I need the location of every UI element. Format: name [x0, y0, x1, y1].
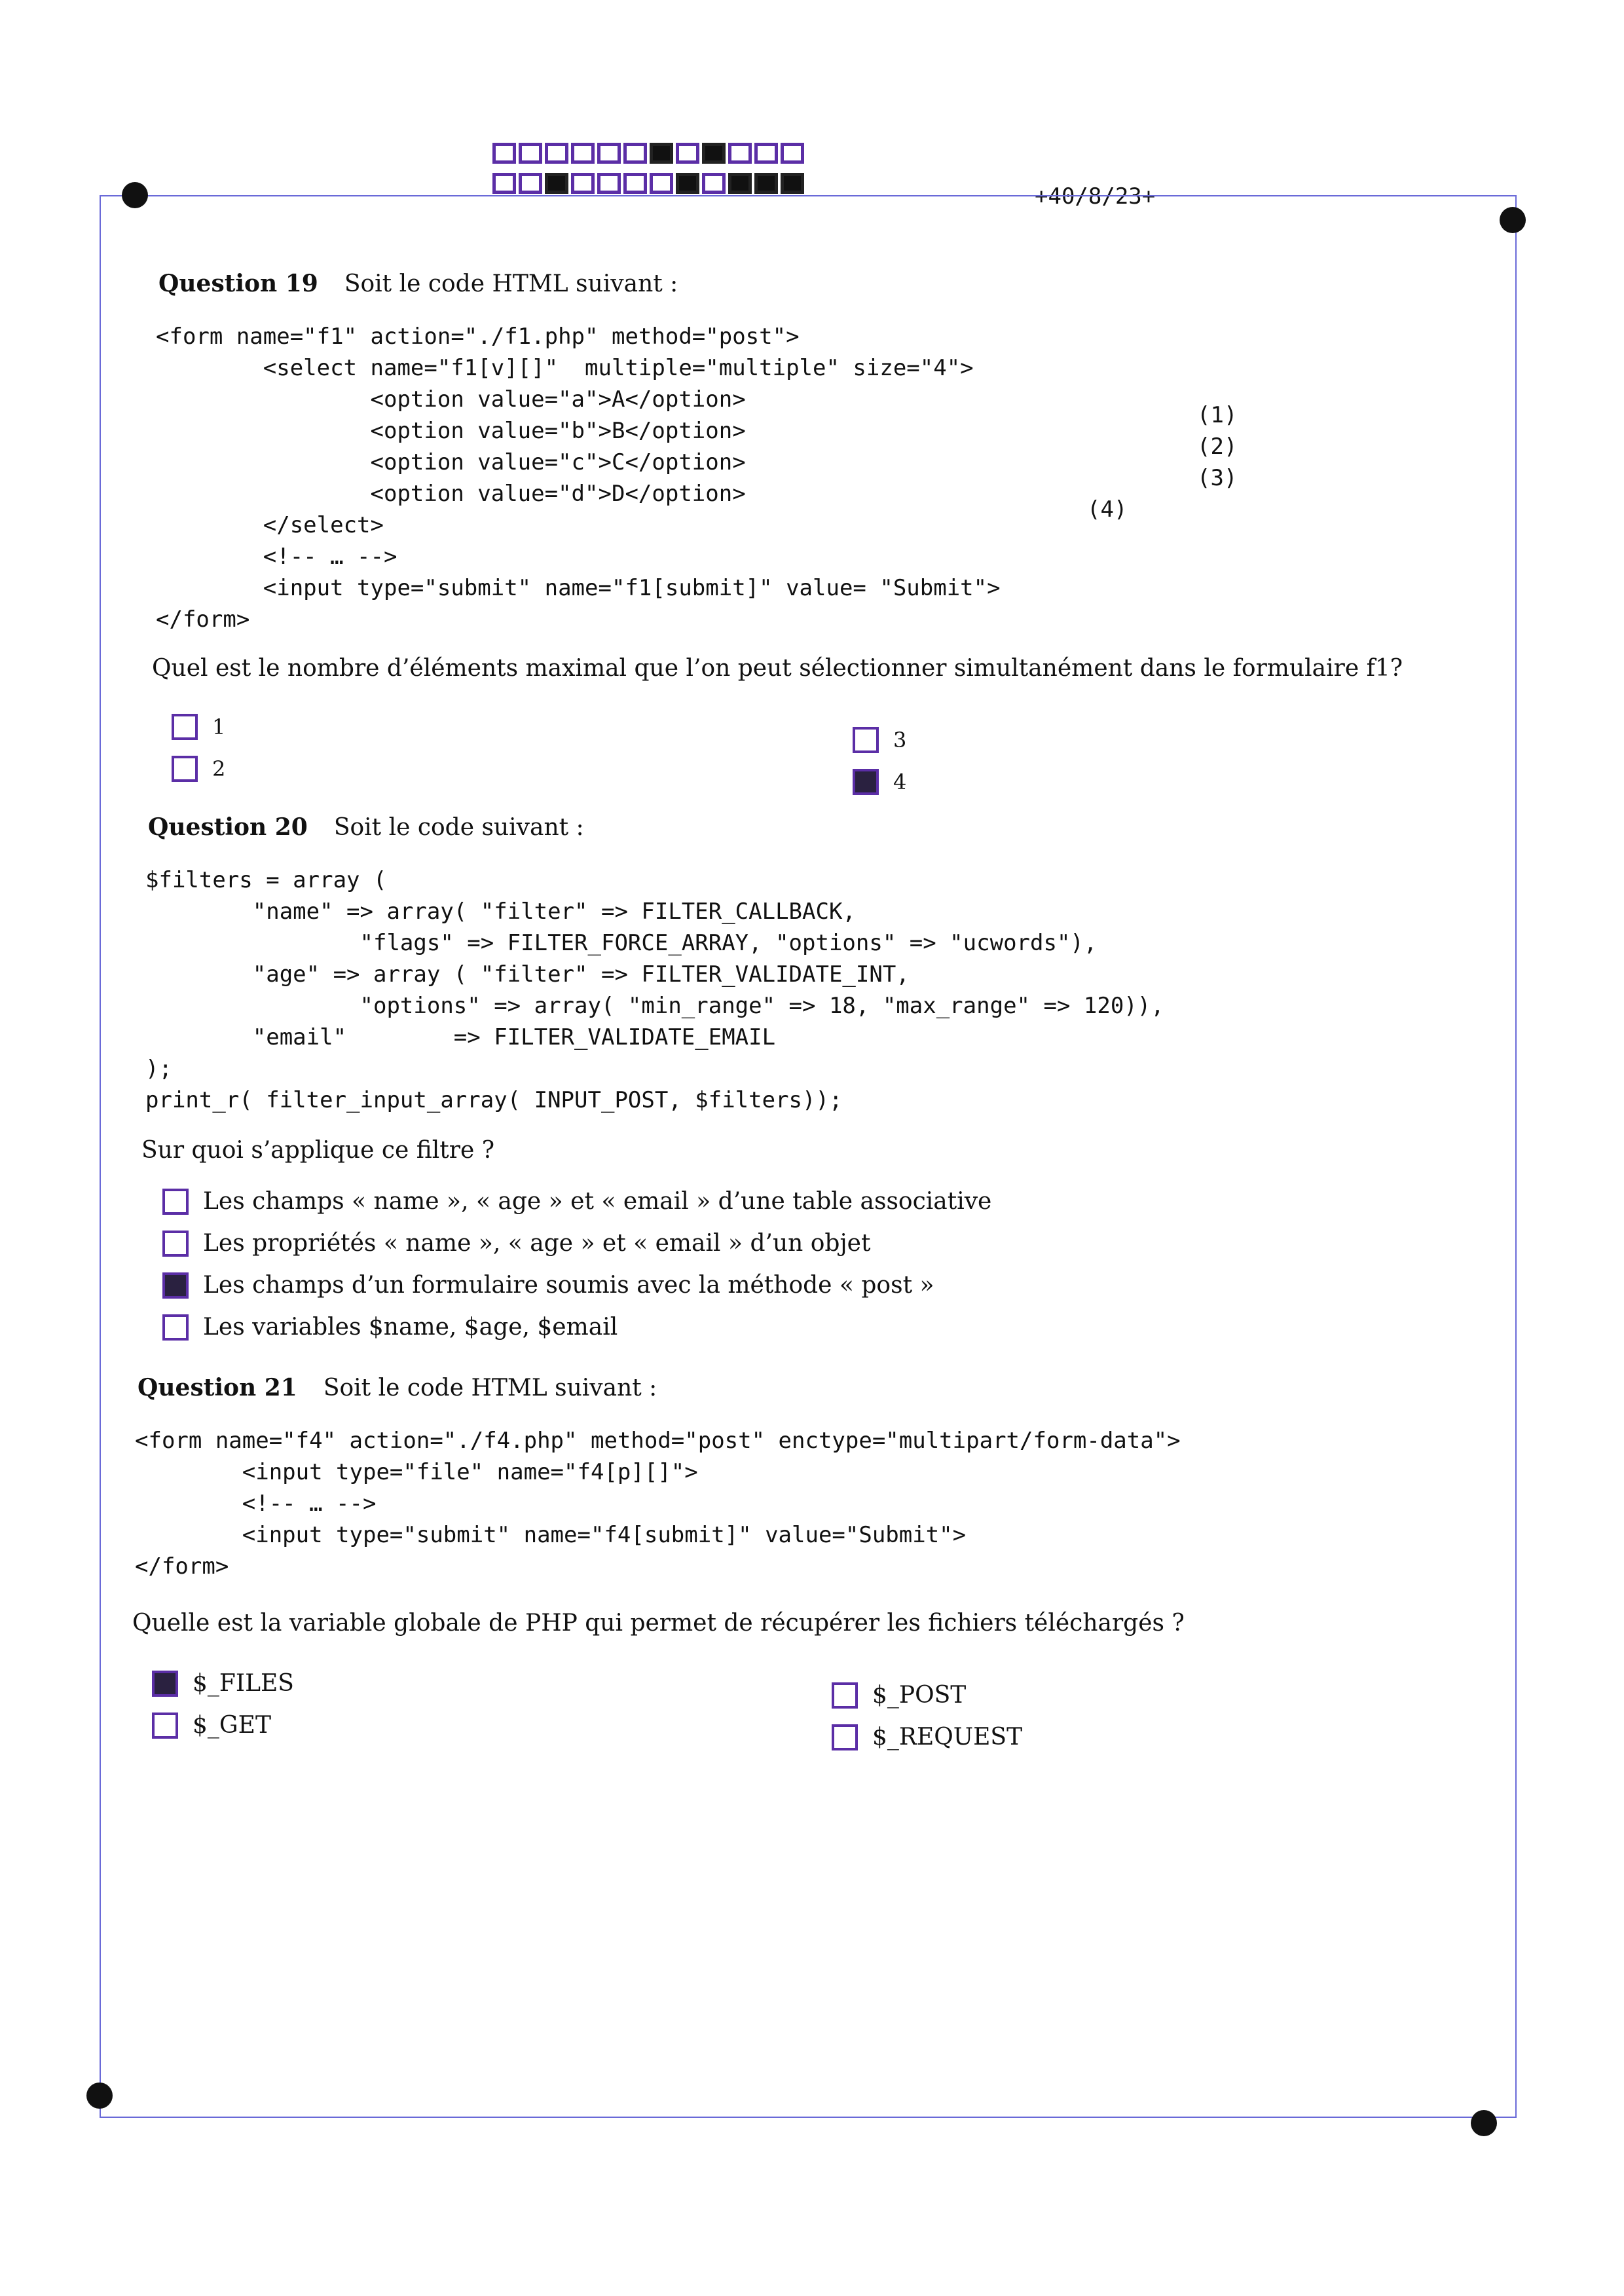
mark-2: (2) — [1197, 434, 1238, 460]
barcode-cell — [545, 143, 568, 164]
answer-checkbox[interactable] — [152, 1671, 178, 1697]
answer-option[interactable] — [853, 769, 906, 795]
question-intro: Soit le code HTML suivant : — [323, 1375, 657, 1401]
answer-option[interactable] — [832, 1724, 1022, 1750]
answer-label: Les variables $name, $age, $email — [203, 1314, 618, 1341]
question-19-title — [158, 270, 678, 297]
answer-label: 4 — [893, 769, 907, 794]
question-19-code: <form name="f1" action="./f1.php" method="post"> <select name="f1[v][]" multiple="multiple" size="4"> <option value="a">A</option> <option value="b">B</option> <option value="c">C</option> <option value="d">D</option> </select> <!-- … --> <input type="submit" name="f1[submit]" value= "Submit"> </form> — [156, 324, 1001, 633]
question-20-code: $filters = array ( "name" => array( "filter" => FILTER_CALLBACK, "flags" => FILTER_FORCE_ARRAY, "options" => "ucwords"), "age" => array ( "filter" => FILTER_VALIDATE_INT, "options" => array( "min_range" => 18, "max_range" => 120)), "email" => FILTER_VALIDATE_EMAIL ); print_r( filter_input_array( INPUT_POST, $filters)); — [145, 867, 1164, 1113]
question-number: Question 19 — [158, 270, 318, 297]
barcode-cell — [676, 173, 699, 194]
answer-checkbox[interactable] — [162, 1231, 189, 1257]
answer-checkbox[interactable] — [162, 1189, 189, 1215]
barcode-cell — [623, 173, 647, 194]
answer-label: Les propriétés « name », « age » et « email » d’un objet — [203, 1230, 871, 1257]
question-21-title — [138, 1374, 657, 1401]
answer-checkbox[interactable] — [162, 1272, 189, 1299]
barcode-cell — [754, 143, 778, 164]
answer-checkbox[interactable] — [172, 756, 198, 782]
corner-mark-bl — [86, 2083, 113, 2109]
barcode-cell — [676, 143, 699, 164]
barcode-cell — [597, 143, 621, 164]
answer-option[interactable] — [162, 1272, 934, 1299]
answer-checkbox[interactable] — [832, 1724, 858, 1750]
answer-label: Les champs « name », « age » et « email » d’une table associative — [203, 1188, 992, 1215]
corner-mark-br — [1471, 2110, 1497, 2136]
answer-option[interactable] — [162, 1230, 870, 1257]
mark-3: (3) — [1197, 465, 1238, 491]
barcode-cell — [781, 173, 804, 194]
question-number: Question 20 — [148, 813, 308, 841]
answer-label: $_GET — [193, 1712, 271, 1739]
answer-checkbox[interactable] — [172, 714, 198, 740]
answer-label: $_REQUEST — [872, 1724, 1023, 1750]
question-21-code: <form name="f4" action="./f4.php" method="post" enctype="multipart/form-data"> <input type="file" name="f4[p][]"> <!-- … --> <input type="submit" name="f4[submit]" value="Submit"> </form> — [135, 1428, 1181, 1580]
barcode-cell — [650, 173, 673, 194]
answer-checkbox[interactable] — [853, 727, 879, 753]
barcode-row-2 — [492, 173, 804, 194]
answer-option[interactable] — [853, 727, 906, 753]
answer-label: 1 — [212, 714, 226, 739]
answer-label: 3 — [893, 728, 907, 752]
answer-checkbox[interactable] — [162, 1314, 189, 1341]
corner-mark-tr — [1500, 207, 1526, 233]
answer-option[interactable] — [152, 1670, 294, 1697]
answer-checkbox[interactable] — [832, 1682, 858, 1709]
question-20-title — [148, 813, 584, 841]
barcode-cell — [650, 143, 673, 164]
barcode-cell — [492, 143, 516, 164]
answer-label: $_FILES — [193, 1670, 294, 1697]
barcode-row-1 — [492, 143, 804, 164]
answer-label: $_POST — [872, 1682, 967, 1709]
barcode-cell — [597, 173, 621, 194]
answer-label: 2 — [212, 756, 226, 781]
barcode-cell — [492, 173, 516, 194]
answer-checkbox[interactable] — [152, 1713, 178, 1739]
barcode-cell — [623, 143, 647, 164]
barcode-cell — [781, 143, 804, 164]
mark-4: (4) — [1087, 496, 1128, 523]
barcode-cell — [754, 173, 778, 194]
question-20-prompt: Sur quoi s’applique ce filtre ? — [141, 1137, 494, 1164]
barcode-cell — [728, 143, 752, 164]
barcode-cell — [702, 143, 726, 164]
barcode-cell — [728, 173, 752, 194]
question-intro: Soit le code HTML suivant : — [344, 270, 678, 297]
answer-option[interactable] — [172, 756, 225, 782]
barcode-cell — [519, 143, 542, 164]
barcode-cell — [571, 143, 595, 164]
answer-option[interactable] — [162, 1188, 991, 1215]
barcode-cell — [702, 173, 726, 194]
question-21-prompt: Quelle est la variable globale de PHP qui permet de récupérer les fichiers téléchargés ? — [132, 1610, 1185, 1637]
answer-checkbox[interactable] — [853, 769, 879, 795]
question-19-prompt: Quel est le nombre d’éléments maximal que l’on peut sélectionner simultanément dans le formulaire f1? — [152, 655, 1403, 682]
corner-mark-tl — [122, 182, 148, 208]
barcode-cell — [571, 173, 595, 194]
question-number: Question 21 — [138, 1374, 297, 1401]
sheet-id: +40/8/23+ — [1035, 183, 1156, 210]
answer-option[interactable] — [162, 1314, 618, 1341]
answer-option[interactable] — [152, 1712, 271, 1739]
barcode-cell — [545, 173, 568, 194]
mark-1: (1) — [1197, 402, 1238, 428]
answer-option[interactable] — [832, 1682, 966, 1709]
barcode-cell — [519, 173, 542, 194]
answer-label: Les champs d’un formulaire soumis avec la méthode « post » — [203, 1272, 934, 1299]
answer-option[interactable] — [172, 714, 225, 740]
question-intro: Soit le code suivant : — [333, 814, 584, 841]
